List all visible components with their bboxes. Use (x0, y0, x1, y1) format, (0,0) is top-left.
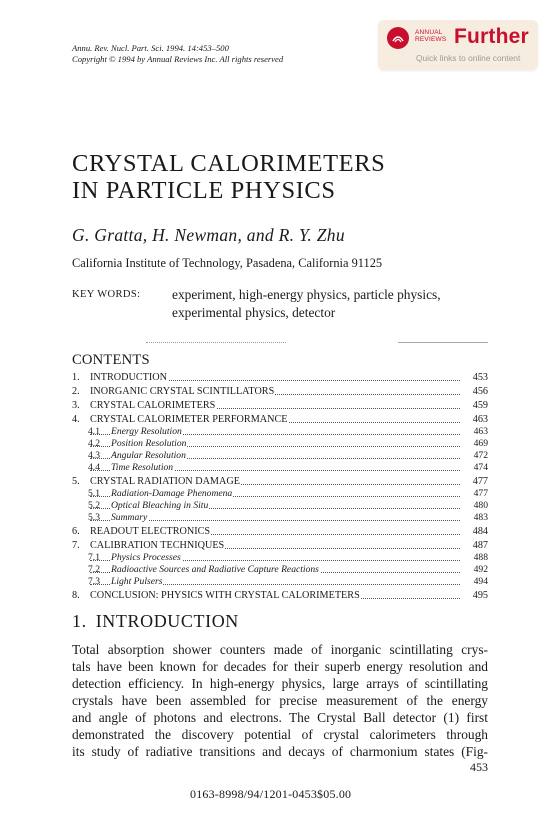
paragraph-line: demonstrated the discovery potential of crystal calorimeters through (72, 727, 488, 742)
title-line-1: CRYSTAL CALORIMETERS (72, 150, 386, 177)
toc-entry-label: Position Resolution (111, 438, 187, 449)
toc-entry-page: 459 (472, 400, 488, 411)
paragraph-line: crystals have been assembled for precise measurement of the energy (72, 693, 488, 708)
toc-entry-label: INTRODUCTION (90, 372, 167, 383)
toc-entry-page: 472 (473, 450, 488, 461)
section-number: 1. (72, 611, 87, 631)
toc-entry-page: 456 (472, 386, 488, 397)
publisher-name: ANNUAL REVIEWS (415, 29, 447, 43)
toc-entry[interactable] (72, 500, 488, 512)
journal-citation (72, 43, 283, 65)
toc-entry[interactable] (72, 400, 488, 412)
toc-entry-page: 483 (473, 512, 488, 523)
toc-entry-number: 7.1 (88, 552, 100, 563)
toc-entry-page: 488 (473, 552, 488, 563)
toc-entry-page: 495 (472, 590, 488, 601)
section-body-paragraph (72, 641, 488, 760)
toc-entry-page: 474 (473, 462, 488, 473)
toc-entry-label: Optical Bleaching in Situ (111, 500, 209, 511)
paragraph-line: and angle of photons and electrons. The Crystal Ball detector (1) first (72, 710, 488, 725)
toc-entry-page: 463 (472, 414, 488, 425)
toc-entry-page: 492 (473, 564, 488, 575)
toc-entry-number: 5.3 (88, 512, 100, 523)
toc-entry-label: Summary (111, 512, 148, 523)
toc-entry-label: Radioactive Sources and Radiative Capture Reactions (111, 564, 319, 575)
toc-entry[interactable] (72, 414, 488, 426)
toc-entry[interactable] (72, 426, 488, 438)
toc-entry-label: CONCLUSION: PHYSICS WITH CRYSTAL CALORIMETERS (90, 590, 360, 601)
table-of-contents (72, 372, 488, 602)
toc-entry-label: Physics Processes (111, 552, 181, 563)
toc-entry-page: 494 (473, 576, 488, 587)
toc-entry-number: 5.1 (88, 488, 100, 499)
toc-entry-label: Angular Resolution (111, 450, 186, 461)
toc-entry[interactable] (72, 462, 488, 474)
contents-heading: CONTENTS (72, 352, 150, 368)
toc-entry[interactable] (72, 450, 488, 462)
toc-entry[interactable] (72, 576, 488, 588)
toc-entry-label: CALIBRATION TECHNIQUES (90, 540, 225, 551)
toc-entry-number: 8. (72, 590, 80, 601)
toc-entry[interactable] (72, 564, 488, 576)
keywords-label: KEY WORDS: (72, 289, 141, 300)
toc-entry-page: 487 (472, 540, 488, 551)
toc-entry[interactable] (72, 372, 488, 384)
toc-entry-number: 7. (72, 540, 80, 551)
affiliation: California Institute of Technology, Pasadena, California 91125 (72, 256, 383, 270)
toc-entry[interactable] (72, 552, 488, 564)
toc-entry-number: 4.3 (88, 450, 100, 461)
separator-rule-left (146, 342, 286, 343)
toc-entry-label: CRYSTAL RADIATION DAMAGE (90, 476, 240, 487)
toc-entry[interactable] (72, 526, 488, 538)
toc-entry-label: CRYSTAL CALORIMETER PERFORMANCE (90, 414, 288, 425)
authors: G. Gratta, H. Newman, and R. Y. Zhu (72, 225, 345, 245)
article-title (72, 150, 385, 204)
paragraph-line: Total absorption shower counters made of inorganic scintillating crys- (72, 642, 488, 657)
toc-entry[interactable] (72, 590, 488, 602)
paragraph-line: tals have been known for decades for their superb energy resolution and (72, 659, 488, 674)
section-heading (72, 611, 239, 632)
toc-entry-page: 477 (473, 488, 488, 499)
toc-entry-label: Radiation-Damage Phenomena (111, 488, 233, 499)
toc-entry[interactable] (72, 476, 488, 488)
citation-line-1: Annu. Rev. Nucl. Part. Sci. 1994. 14:453–500 (72, 43, 229, 53)
page-number: 453 (470, 760, 488, 774)
toc-entry-label: Light Pulsers (111, 576, 163, 587)
toc-entry-number: 2. (72, 386, 80, 397)
article-code: 0163-8998/94/1201-0453$05.00 (190, 787, 352, 801)
paragraph-line: detection efficiency. In high-energy physics, large arrays of scintillating (72, 676, 488, 691)
toc-entry-page: 477 (472, 476, 488, 487)
toc-entry[interactable] (72, 512, 488, 524)
toc-entry-label: INORGANIC CRYSTAL SCINTILLATORS (90, 386, 275, 397)
paragraph-line: its study of radiative transitions and decays of charmonium states (Fig- (72, 744, 488, 759)
toc-entry-number: 7.2 (88, 564, 100, 575)
toc-entry-page: 480 (473, 500, 488, 511)
toc-entry-number: 7.3 (88, 576, 100, 587)
keywords: experiment, high-energy physics, particle physics, experimental physics, detector (172, 287, 441, 320)
toc-entry-number: 4.2 (88, 438, 100, 449)
toc-entry-page: 453 (472, 372, 488, 383)
toc-entry[interactable] (72, 540, 488, 552)
toc-entry-label: Energy Resolution (111, 426, 182, 437)
citation-line-2: Copyright © 1994 by Annual Reviews Inc. All rights reserved (72, 54, 284, 64)
toc-entry-label: Time Resolution (111, 462, 174, 473)
toc-entry-label: CRYSTAL CALORIMETERS (90, 400, 216, 411)
toc-entry-number: 1. (72, 372, 80, 383)
toc-entry-number: 5.2 (88, 500, 100, 511)
further-label: Further (454, 25, 529, 48)
section-title: INTRODUCTION (95, 611, 239, 631)
further-subtitle: Quick links to online content (416, 53, 521, 63)
toc-entry-number: 6. (72, 526, 80, 537)
further-badge[interactable] (378, 20, 538, 70)
toc-entry[interactable] (72, 386, 488, 398)
toc-entry-page: 469 (473, 438, 488, 449)
separator-rule-right (398, 342, 488, 343)
toc-entry-page: 463 (473, 426, 488, 437)
toc-entry-number: 3. (72, 400, 80, 411)
toc-entry[interactable] (72, 488, 488, 500)
annual-reviews-logo-icon (387, 27, 409, 49)
toc-entry-label: READOUT ELECTRONICS (90, 526, 211, 537)
toc-entry-number: 4.1 (88, 426, 100, 437)
toc-entry-number: 4. (72, 414, 80, 425)
title-line-2: IN PARTICLE PHYSICS (72, 177, 336, 204)
toc-entry-number: 5. (72, 476, 80, 487)
toc-entry[interactable] (72, 438, 488, 450)
toc-entry-page: 484 (472, 526, 488, 537)
toc-entry-number: 4.4 (88, 462, 100, 473)
